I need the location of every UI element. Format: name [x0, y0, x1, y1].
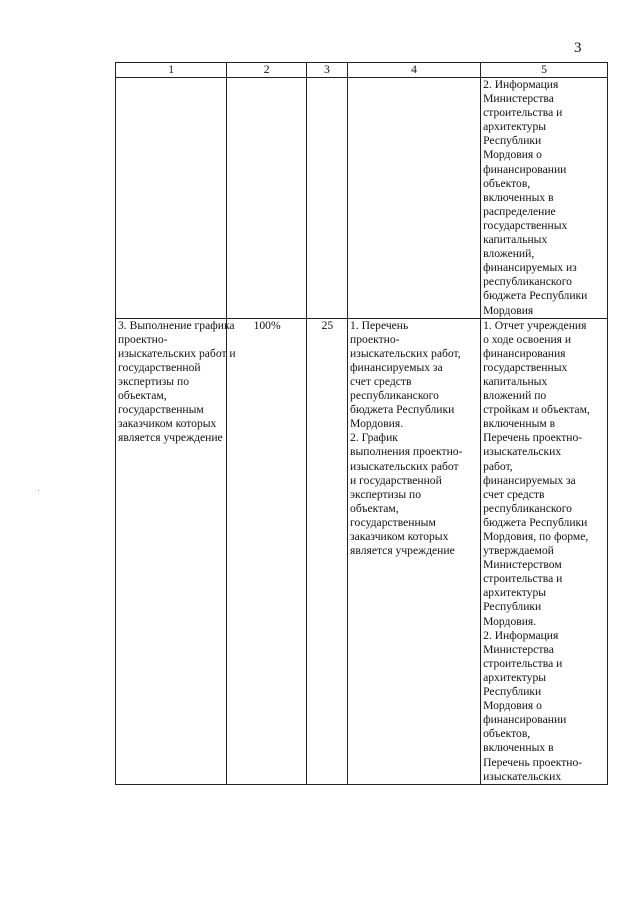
continuation-row — [116, 78, 608, 319]
cell-text-line: Министерства — [483, 92, 554, 106]
cell-text-line: 1. Перечень — [350, 318, 409, 332]
cell-text-line: счет средств — [350, 374, 412, 388]
continuation-col-2 — [227, 78, 306, 319]
cell-text-line: объектов, — [483, 727, 531, 741]
continuation-col-1 — [116, 78, 227, 319]
cell-text-line: объектов, — [483, 176, 531, 190]
cell-text-line: изыскательских — [483, 445, 562, 459]
cell-text-line: 3. Выполнение графика — [118, 318, 235, 332]
cell-text-line: государственным — [350, 515, 436, 529]
cell-text-line: выполнения проектно- — [350, 445, 463, 459]
scan-speck — [38, 490, 39, 491]
cell-text-line: государственным — [118, 403, 204, 417]
cell-text-line: Республики — [483, 134, 542, 148]
indicator-name-cell — [116, 318, 236, 784]
cell-text-line: капитальных — [483, 233, 548, 247]
cell-text-line: бюджета Республики — [483, 515, 588, 529]
cell-text-line: строительства и — [483, 106, 563, 120]
indicator-documents-cell — [348, 318, 481, 784]
cell-text-line: финансируемых за — [350, 360, 443, 374]
cell-text-line: строительства и — [483, 656, 563, 670]
cell-text-line: Республики — [483, 685, 542, 699]
cell-text-line: Мордовия, по форме, — [483, 530, 589, 543]
cell-text-line: капитальных — [483, 374, 548, 388]
cell-text-line: заказчиком которых — [118, 417, 217, 431]
cell-text-line: республиканского — [483, 275, 572, 289]
cell-text-line: финансируемых из — [483, 261, 577, 275]
cell-text-line: изыскательских — [483, 769, 562, 783]
cell-text-line: республиканского — [483, 501, 572, 515]
cell-text-line: экспертизы по — [350, 487, 422, 501]
cell-text-line: проектно- — [118, 332, 168, 346]
cell-text-line: 2. Информация — [483, 78, 559, 91]
cell-text-line: 1. Отчет учреждения — [483, 318, 587, 332]
cell-text-line: включенных в — [483, 190, 554, 204]
cell-text-line: счет средств — [483, 487, 545, 501]
continuation-source-cell — [481, 78, 608, 319]
cell-text-line: государственных — [483, 360, 568, 374]
cell-text-line: строительства и — [483, 572, 563, 586]
cell-text-line: государственной — [118, 360, 201, 374]
cell-text-line: государственных — [483, 218, 568, 232]
cell-text-line: Мордовия. — [350, 417, 404, 431]
header-col-4: 4 — [348, 63, 481, 78]
cell-text-line: финансировании — [483, 713, 567, 727]
indicator-points: 25 — [306, 318, 347, 784]
cell-text-line: вложений, — [483, 247, 535, 261]
cell-text-line: утверждаемой — [483, 544, 554, 558]
indicator-row-3 — [116, 318, 608, 784]
continuation-col-4 — [348, 78, 481, 319]
cell-text-line: работ, — [483, 459, 513, 473]
cell-text-line: архитектуры — [483, 120, 547, 134]
cell-text-line: Министерства — [483, 642, 554, 656]
cell-text-line: Перечень проектно- — [483, 755, 583, 769]
cell-text-line: Министерством — [483, 558, 562, 572]
cell-text-line: 2. График — [350, 431, 398, 445]
cell-text-line: изыскательских работ и — [118, 346, 236, 360]
cell-text-line: архитектуры — [483, 586, 547, 600]
cell-text-line: является учреждение — [350, 544, 455, 558]
cell-text-line: включенным в — [483, 417, 556, 431]
cell-text-line: о ходе освоения и — [483, 332, 572, 346]
header-row — [116, 63, 608, 78]
cell-text-line: Мордовия — [483, 303, 534, 317]
cell-text-line: изыскательских работ — [350, 459, 459, 473]
indicator-weight: 100% — [227, 318, 306, 784]
cell-text-line: архитектуры — [483, 670, 547, 684]
cell-text-line: объектам, — [118, 389, 167, 403]
cell-text-line: бюджета Республики — [483, 289, 588, 303]
indicator-source-cell — [481, 318, 608, 784]
cell-text-line: экспертизы по — [118, 374, 190, 388]
cell-text-line: изыскательских работ, — [350, 346, 461, 360]
cell-text-line: вложений по — [483, 389, 547, 403]
cell-text-line: финансировании — [483, 162, 567, 176]
header-col-2: 2 — [227, 63, 306, 78]
indicator-table — [115, 62, 608, 785]
cell-text-line: объектам, — [350, 501, 399, 515]
cell-text-line: заказчиком которых — [350, 530, 449, 543]
cell-text-line: Мордовия. — [483, 614, 537, 628]
cell-text-line: включенных в — [483, 741, 554, 755]
cell-text-line: распределение — [483, 204, 556, 218]
continuation-col-3 — [306, 78, 347, 319]
header-col-1: 1 — [116, 63, 227, 78]
cell-text-line: бюджета Республики — [350, 403, 455, 417]
cell-text-line: финансирования — [483, 346, 566, 360]
cell-text-line: является учреждение — [118, 431, 223, 445]
cell-text-line: Мордовия о — [483, 148, 542, 162]
cell-text-line: 2. Информация — [483, 628, 559, 642]
cell-text-line: и государственной — [350, 473, 442, 487]
cell-text-line: стройкам и объектам, — [483, 403, 590, 417]
header-col-3: 3 — [306, 63, 347, 78]
cell-text-line: финансируемых за — [483, 473, 576, 487]
cell-text-line: республиканского — [350, 389, 439, 403]
cell-text-line: Мордовия о — [483, 699, 542, 713]
header-col-5: 5 — [481, 63, 608, 78]
cell-text-line: Перечень проектно- — [483, 431, 583, 445]
cell-text-line: Республики — [483, 600, 542, 614]
page-number: 3 — [574, 40, 582, 56]
cell-text-line: проектно- — [350, 332, 400, 346]
